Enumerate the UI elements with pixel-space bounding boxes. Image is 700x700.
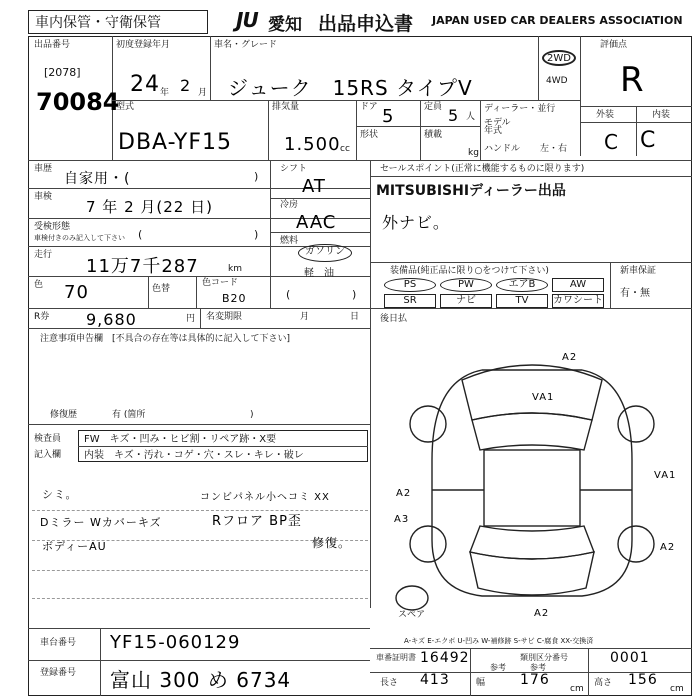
repair-close: ) [250,410,254,420]
inspector-note-4: コンビパネル小ヘコミ XX [200,492,330,503]
first-reg-label: 初度登録年月 [116,40,171,50]
color-change-label: 色替 [152,284,171,294]
car-body-outline [432,370,632,596]
sales-point-label: セールスポイント(正常に機能するものに限ります) [380,164,585,174]
equipment-item: ナビ [440,294,492,308]
spare-tire [396,586,428,610]
fuel-gasoline: ガソリン [298,244,352,262]
model-label: 型式 [116,102,135,112]
equipment-item: TV [496,294,548,308]
width-label: 幅 [476,678,486,688]
chassis-label: 車台番号 [40,638,77,648]
name-change-label: 名変期限 [206,312,243,322]
car-rear-window [470,526,594,559]
equipment-item: カワシート [553,295,603,306]
sales-point-line1: MITSUBISHIディーラー出品 [376,183,566,199]
new-warranty-label: 新車保証 [620,266,657,276]
height-value: 156 [628,672,658,688]
classification-label: 類別区分番号 [520,653,568,662]
name-change-month: 月 [300,312,310,322]
mileage-label: 走行 [34,250,53,260]
lot-number: 70084 [36,88,120,116]
car-name-label: 車名・グレード [214,40,278,50]
shape-label: 形状 [360,130,379,140]
back-cover-label: 後日払 [380,314,408,324]
mark-right-rear-a2: A2 [660,542,676,553]
exterior-grade: C [604,130,619,154]
cert-sub-label: 参考 [490,663,506,672]
capacity-value: 5 [448,106,460,125]
inspector-label-2: 記入欄 [34,450,62,460]
wheel-rear-right [618,526,654,562]
equipment-item: AW [552,278,604,292]
equipment-item: SR [384,294,436,308]
mark-left-a2: A2 [396,488,412,499]
displacement-label: 排気量 [272,102,300,112]
displacement-unit: cc [340,144,350,154]
displacement-value: 1.500 [284,134,341,155]
first-reg-month: 2 [180,76,192,95]
first-reg-year-unit: 年 [160,88,170,98]
equipment-item: PW [440,278,492,292]
load-label: 積載 [424,130,443,140]
form-title: 出品申込書 [318,13,414,35]
reception-close: ) [254,228,259,241]
height-unit: cm [670,684,684,694]
inspector-row-1: FW キズ・凹み・ヒビ割・リペア跡・X要 [84,434,277,445]
equipment-label: 装備品(純正品に限り○をつけて下さい) [390,266,549,276]
drive-4wd: 4WD [546,76,568,86]
width-unit: cm [570,684,584,694]
interior-label: 内装 [652,110,671,120]
repair-value: 有 (箇所 [112,410,146,420]
mileage-unit: km [228,264,242,274]
org-name: 愛知 [268,15,302,35]
height-label: 高さ [594,678,613,688]
length-label: 長さ [380,678,399,688]
classification-value: 0001 [610,650,650,666]
color-label: 色 [34,280,44,290]
wheel-front-left [410,406,446,442]
first-reg-month-unit: 月 [198,88,208,98]
history-value: 自家用・( [64,171,131,187]
registration-label: 登録番号 [40,668,77,678]
shift-label: シフト [280,164,308,174]
grade-label: 評価点 [600,40,628,50]
width-value: 176 [520,672,550,688]
recycle-label: R券 [34,312,50,322]
color-value: 70 [64,282,89,303]
handle-options: 左・右 [540,144,568,154]
storage-type-box [28,10,208,34]
car-windshield [472,413,592,450]
doors-label: ドア [360,102,378,112]
history-close: ) [254,170,259,183]
inspector-note-1: シミ。 [42,488,78,501]
wheel-rear-left [410,526,446,562]
capacity-unit: 人 [466,112,476,122]
recycle-unit: 円 [186,314,196,324]
notes-label: 注意事項申告欄 [不具合の存在等は具体的に記入して下さい] [40,334,291,344]
inspection-value: 7 年 2 月(22 日) [86,198,213,216]
drive-2wd: 2WD [542,50,576,66]
inspector-row-2: 内装 キズ・汚れ・コゲ・穴・スレ・キレ・破レ [84,450,304,461]
load-unit: kg [468,148,479,158]
first-reg-year: 24 [130,72,160,97]
new-warranty-options: 有・無 [620,288,650,299]
inspector-note-5: Rフロア BP歪 [212,514,302,529]
aircon-label: 冷房 [280,200,299,210]
shift-value: AT [302,176,326,197]
inspection-label: 車検 [34,192,53,202]
registration-value: 富山 300 め 6734 [110,668,292,692]
name-change-day: 日 [350,312,360,322]
equipment-item: エアB [496,278,548,292]
mark-front-a2: A2 [562,352,578,363]
handle-label: ハンドル [484,144,521,154]
car-roof [484,450,580,526]
wheel-front-right [618,406,654,442]
car-damage-diagram [372,340,692,620]
cert-label: 車番証明書 [376,653,416,662]
doors-value: 5 [382,106,395,127]
reception-note: 車検付きのみ記入して下さい [34,234,125,242]
dealer-label: ディーラー・並行 [484,104,556,114]
fuel-close: ) [352,288,357,301]
model-value: DBA-YF15 [118,130,233,155]
dealer-model-label: モデル [484,118,511,128]
spare-label: スペア [398,610,426,620]
lot-sub-number: [2078] [44,66,81,79]
car-name-value: ジューク 15RS タイプV [228,76,473,100]
damage-legend: A-キズ E-エクボ U-凹み W-補修跡 S-サビ C-腐食 XX-交換済 [404,637,594,645]
fuel-label: 燃料 [280,236,299,246]
inspector-note-2: Dミラー Wカバーキズ [40,516,162,529]
equipment-item: PS [384,278,436,292]
capacity-label: 定員 [424,102,443,112]
length-value: 413 [420,672,450,688]
history-label: 車歴 [34,164,53,174]
fuel-diesel: 軽 油 [304,268,334,279]
inspector-note-3: ボディーAU [42,540,107,553]
recycle-value: 9,680 [86,310,137,329]
mark-bottom-a2: A2 [534,608,550,619]
repair-label: 修復歴 [50,410,78,420]
classification-sub-label: 参考 [530,663,546,672]
english-title: JAPAN USED CAR DEALERS ASSOCIATION [432,14,683,27]
aircon-value: AAC [296,212,337,233]
inspector-note-6: 修復。 [312,536,352,550]
color-code-value: B20 [222,292,247,305]
mark-hood-va1: VA1 [532,392,555,403]
inspector-label-1: 検査員 [34,434,62,444]
cert-value: 16492 [420,650,470,666]
exterior-label: 外装 [596,110,615,120]
dealer-year-label: 年式 [484,126,503,136]
fuel-open: ( [286,288,291,301]
mileage-value: 11万7千287 [86,256,199,277]
interior-grade: C [640,128,657,153]
reception-label: 受検形態 [34,222,71,232]
grade-value: R [620,60,645,100]
reception-open: ( [138,228,143,241]
mark-right-va1: VA1 [654,470,677,481]
lot-label: 出品番号 [34,40,71,50]
ju-logo: JU [236,8,258,32]
storage-type-label: 車内保管・守衛保管 [35,15,161,31]
car-trunk [470,552,594,595]
chassis-value: YF15-060129 [110,632,241,653]
color-code-label: 色コード [202,278,239,288]
sales-point-line2: 外ナビ。 [382,213,450,232]
mark-left-a3: A3 [394,514,410,525]
